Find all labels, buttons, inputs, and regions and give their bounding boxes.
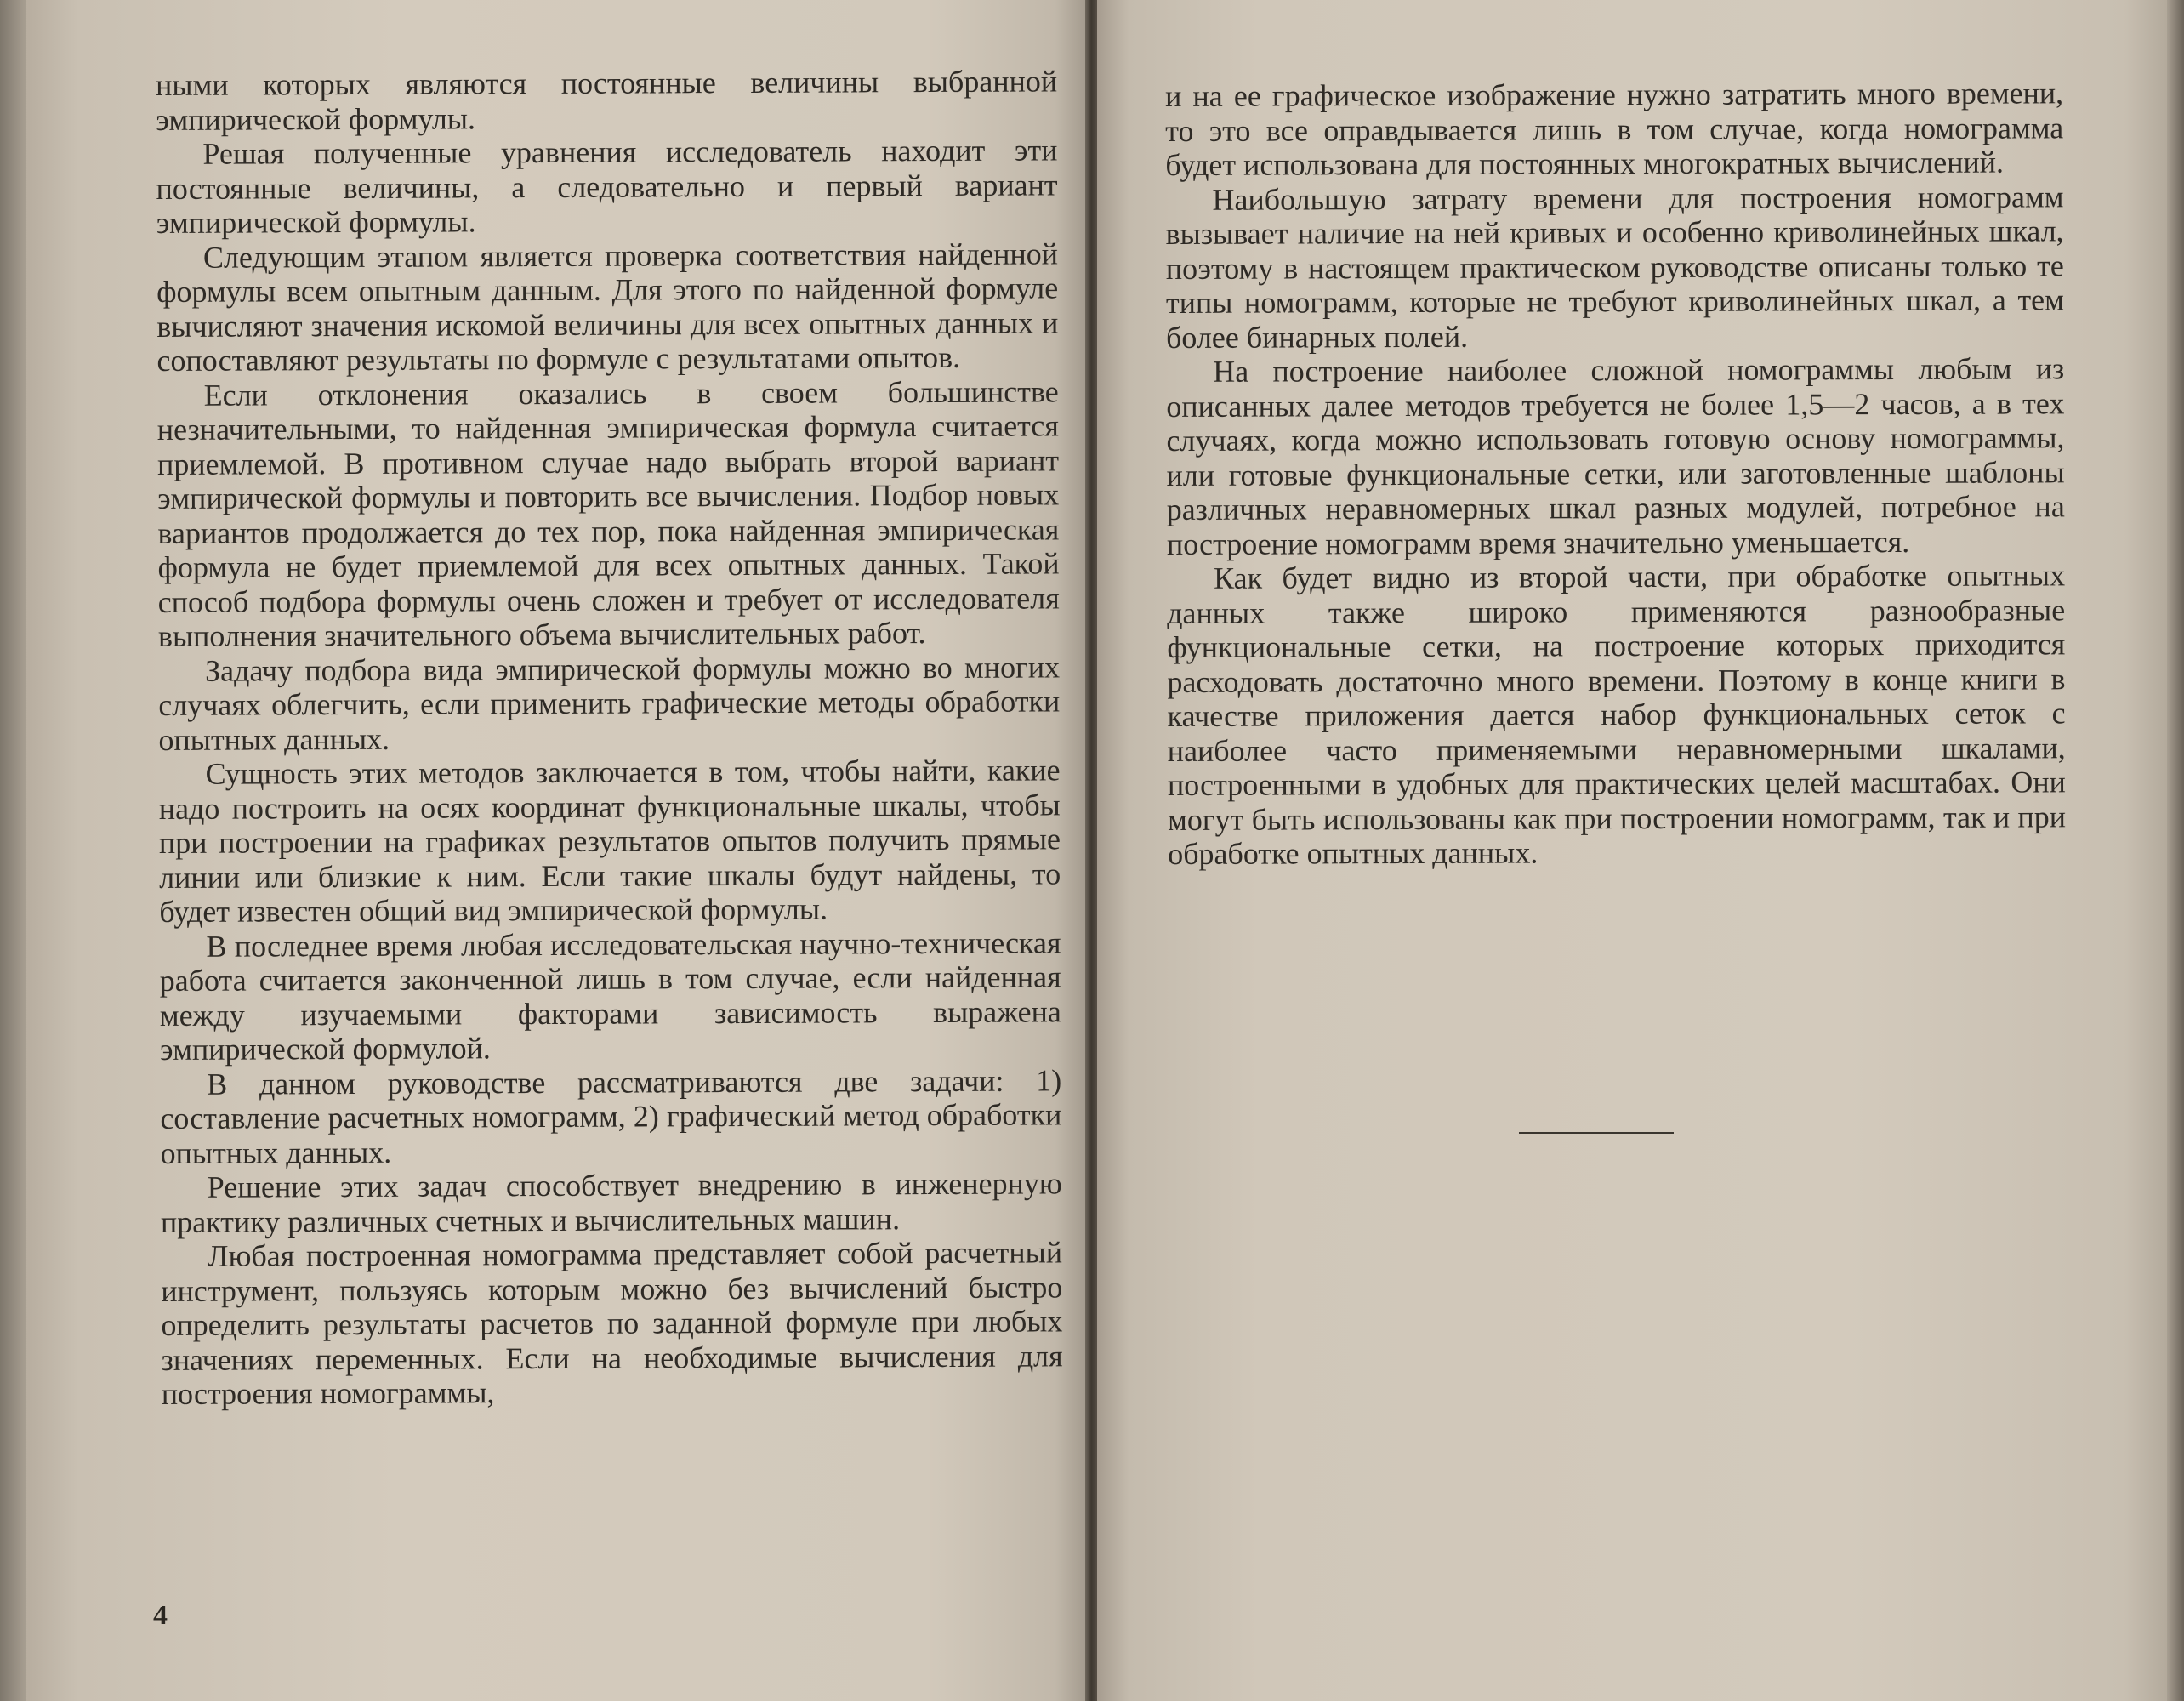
paragraph: Следующим этапом является проверка соответствия найденной формулы всем опытным данным. Для этого по найденной формуле вычисляют значения искомой величины для всех опытных данных и сопоставляют результаты по формуле с результатами опытов. xyxy=(156,236,1059,378)
left-page-text xyxy=(156,64,1063,1411)
paragraph: Любая построенная номограмма представляет собой расчетный инструмент, пользуясь которым можно без вычислений быстро определить результаты расчетов по заданной формуле при любых значениях переменных. Если на необходимые вычисления для построения номограммы, xyxy=(161,1235,1063,1411)
paragraph: Решая полученные уравнения исследователь находит эти постоянные величины, а следовательно и первый вариант эмпирической формулы. xyxy=(156,133,1058,240)
paragraph: Наибольшую затрату времени для построения номограмм вызывает наличие на ней кривых и особенно криволинейных шкал, поэтому в настоящем практическом руководстве описаны только те типы номограмм, которые не требуют криволинейных шкал, а тем более бинарных полей. xyxy=(1165,179,2064,355)
left-page xyxy=(26,0,1087,1701)
right-page-text xyxy=(1165,76,2066,871)
paragraph: В последнее время любая исследовательская научно-техническая работа считается законченной лишь в том случае, если найденная между изучаемыми факторами зависимость выражена эмпирической формулой. xyxy=(159,924,1061,1067)
book-edge-left xyxy=(0,0,26,1701)
paragraph: Если отклонения оказались в своем большинстве незначительными, то найденная эмпирическая формула считается приемлемой. В противном случае надо выбрать второй вариант эмпирической формулы и повторить все вычисления. Подбор новых вариантов продолжается до тех пор, пока найденная эмпирическая формула не будет приемлемой для всех опытных данных. Такой способ подбора формулы очень сложен и требует от исследователя выполнения значительного объема вычислительных работ. xyxy=(156,373,1060,653)
page-number: 4 xyxy=(153,1600,168,1631)
right-page xyxy=(1097,0,2167,1701)
paragraph: На построение наиболее сложной номограммы любым из описанных далее методов требуется не более 1,5—2 часов, а в тех случаях, когда можно использовать готовую основу номограммы, или готовые функциональные сетки, или заготовленные шаблоны различных неравномерных шкал разных модулей, потребное на построение номограмм время значительно уменьшается. xyxy=(1166,351,2065,561)
book-edge-right xyxy=(2167,0,2184,1701)
paragraph: Решение этих задач способствует внедрению в инженерную практику различных счетных и вычислительных машин. xyxy=(160,1166,1062,1239)
paragraph: Задачу подбора вида эмпирической формулы можно во многих случаях облегчить, если применить графические методы обработки опытных данных. xyxy=(158,649,1061,757)
paragraph: ными которых являются постоянные величины выбранной эмпирической формулы. xyxy=(156,64,1058,137)
paragraph: Сущность этих методов заключается в том, чтобы найти, какие надо построить на осях координат функциональные шкалы, чтобы при построении на графиках результатов опытов получить прямые линии или близкие к ним. Если такие шкалы будут найдены, то будет известен общий вид эмпирической формулы. xyxy=(158,753,1061,929)
paragraph: В данном руководстве рассматриваются две задачи: 1) составление расчетных номограмм, 2) графический метод обработки опытных данных. xyxy=(160,1062,1062,1170)
paragraph: и на ее графическое изображение нужно затратить много времени, то это все оправдывается лишь в том случае, когда номограмма будет использована для постоянных многократных вычислений. xyxy=(1165,76,2064,182)
paragraph: Как будет видно из второй части, при обработке опытных данных также широко применяются разнообразные функциональные сетки, на построение которых приходится расходовать достаточно много времени. Поэтому в конце книги в качестве приложения дается набор функциональных сеток с наиболее часто применяемыми неравномерными шкалами, построенными в удобных для практических целей масштабах. Они могут быть использованы как при построении номограмм, так и при обработке опытных данных. xyxy=(1167,558,2067,871)
section-end-rule xyxy=(1519,1132,1674,1134)
